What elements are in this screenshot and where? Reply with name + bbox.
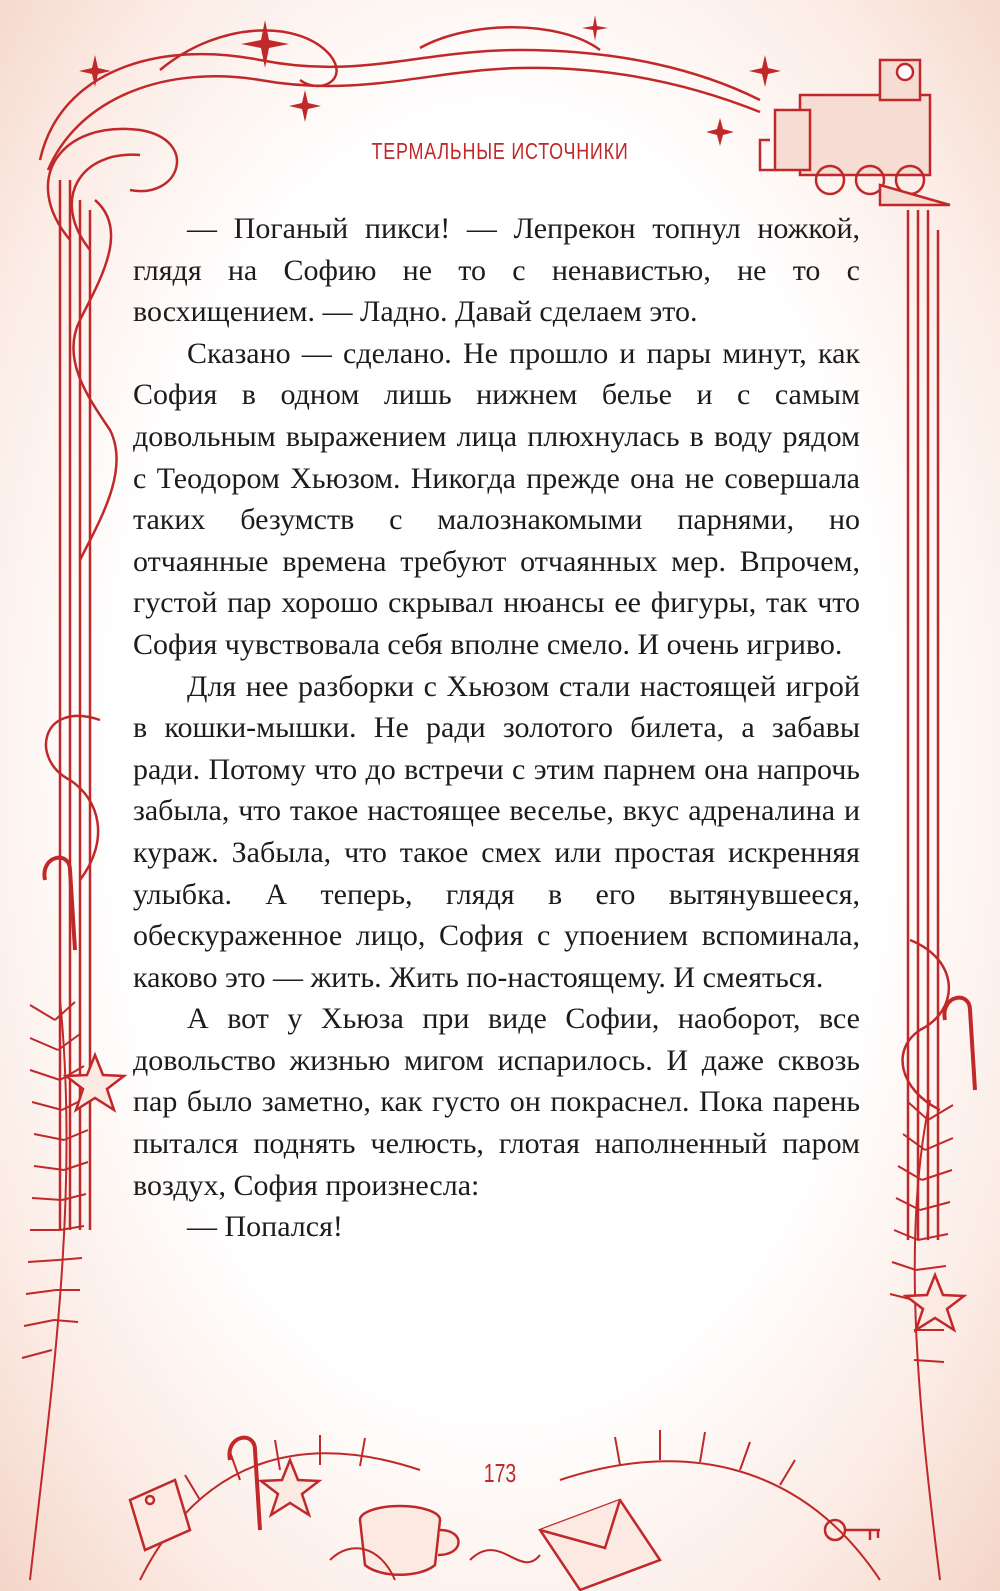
paragraph: — Поганый пикси! — Лепрекон топнул ножкой, глядя на Софию не то с ненавистью, не то с восхищением. — Ладно. Давай сделаем это.	[133, 212, 860, 329]
right-border-lines	[903, 210, 949, 1240]
sparkle-icon	[79, 15, 781, 146]
paragraph: А вот у Хьюза при виде Софии, наоборот, все довольство жизнью мигом испарилось. И даже сквозь пар было заметно, как густо он покраснел. Пока парень пытался поднять челюсть, глотая наполненный паром воздух, София произнесла:	[133, 1002, 860, 1202]
tag-icon	[130, 1480, 190, 1550]
paragraph: Для нее разборки с Хьюзом стали настоящей игрой в кошки-мышки. Не ради золотого билета, а забавы ради. Потому что до встречи с этим парнем она напрочь забыла, что такое настоящее веселье, вкус адреналина и кураж. Забыла, что такое смех или простая искренняя улыбка. А теперь, глядя в его вытянувшееся, обескураженное лицо, София с упоением вспоминала, каково это — жить. Жить по-настоящему. И смеяться.	[133, 669, 860, 994]
paragraph: Сказано — сделано. Не прошло и пары минут, как София в одном лишь нижнем белье и с самым довольным выражением лица плюхнулась в воду рядом с Теодором Хьюзом. Никогда прежде она не совершала таких безумств с малознакомыми парнями, но отчаянные времена требуют отчаянных мер. Впрочем, густой пар хорошо скрывал нюансы ее фигуры, так что София чувствовала себя вполне смело. И очень игриво.	[133, 336, 860, 661]
page-number: 173	[483, 1458, 517, 1488]
left-border-lines	[46, 180, 117, 1230]
paragraph: — Попался!	[187, 1210, 343, 1244]
running-head: ТЕРМАЛЬНЫЕ ИСТОЧНИКИ	[371, 138, 629, 164]
body-text	[133, 208, 860, 1248]
mug-icon	[360, 1506, 459, 1575]
key-icon	[825, 1520, 880, 1540]
train-icon	[760, 60, 950, 205]
envelope-icon	[540, 1500, 660, 1590]
